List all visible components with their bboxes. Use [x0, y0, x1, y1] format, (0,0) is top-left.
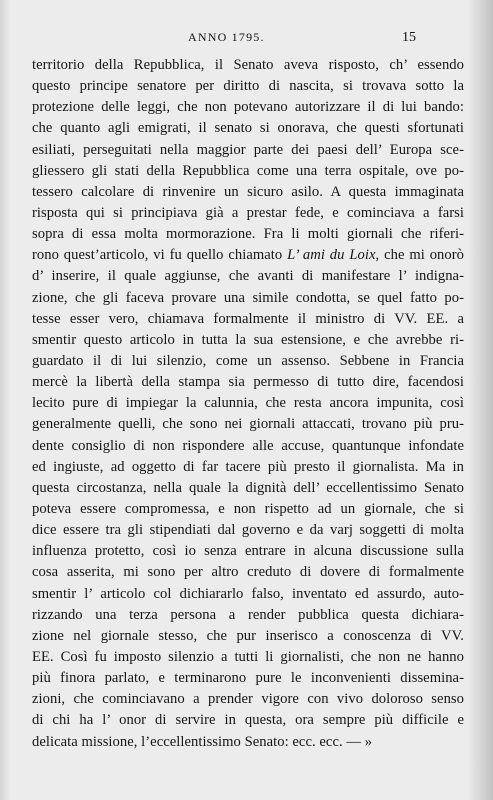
text-line: smentir l’ articolo col dichiararlo falso, inventato ed assurdo, auto-	[32, 585, 464, 602]
text-line: generalmente quelli, che sono nei giornali attaccati, trovano più pru-	[32, 416, 464, 433]
body-text	[32, 55, 464, 753]
text-line-with-italic	[32, 245, 464, 266]
text-line: zione nel giornale stesso, che pur inserisco a conoscenza di VV.	[32, 627, 464, 644]
text-line: guardato il di lui silenzio, come un assenso. Sebbene in Francia	[32, 352, 464, 369]
text-line: più finora parlato, e terminarono pure le inconvenienti dissemina-	[32, 670, 464, 687]
text-line: rizzando una terza persona a render pubblica questa dichiara-	[32, 606, 464, 623]
text-line: tesse esser vero, chiamava formalmente il ministro di VV. EE. a	[32, 310, 464, 327]
text-segment: rono quest’articolo, vi fu quello chiamato	[32, 247, 288, 264]
text-line: zione, che gli faceva provare una simile condotta, se quel fatto po-	[32, 289, 464, 306]
text-line: protezione delle leggi, che non potevano autorizzare il di lui bando:	[32, 99, 464, 116]
text-line: questo principe senatore per diritto di nascita, si trovava sotto la	[32, 78, 464, 95]
page-edge-shadow-left	[0, 0, 10, 800]
text-line: risposta qui si principiava già a prestar fede, e cominciava a farsi	[32, 204, 464, 221]
text-line: cosa asserita, mi sono per altro creduto di dovere di formalmente	[32, 564, 464, 581]
text-line-last: delicata missione, l’eccellentissimo Senato: ecc. ecc. — »	[32, 733, 373, 750]
text-line: esiliati, perseguitati nella maggior parte dei paesi dell’ Europa sce-	[32, 141, 464, 158]
text-line: poteva essere compromessa, e non rispetto ad un giornale, che si	[32, 500, 464, 517]
running-head: ANNO 1795.	[188, 30, 265, 44]
text-line: d’ inserire, il quale aggiunse, che avanti di manifestare l’ indigna-	[32, 268, 464, 285]
page-edge-shadow-right	[467, 0, 493, 800]
text-line: gliessero gli stati della Repubblica come una terra ospitale, ove po-	[32, 162, 464, 179]
text-line: territorio della Repubblica, il Senato aveva risposto, ch’ essendo	[32, 57, 464, 73]
text-segment: , che mi onorò	[375, 247, 464, 264]
text-line: tessero calcolare di rinvenire un sicuro asilo. A questa immaginata	[32, 183, 464, 200]
text-line: dice essere tra gli stipendiati dal governo e da varj soggetti di molta	[32, 522, 464, 539]
text-line: zioni, che cominciavano a prender vigore con vivo doloroso senso	[32, 691, 464, 708]
text-line: dente consiglio di non rispondere alle accuse, quantunque infondate	[32, 437, 464, 454]
text-line: influenza protetto, così io senza entrare in alcuna discussione sulla	[32, 543, 464, 560]
text-line: questa circostanza, nella quale la dignità dell’ eccellentissimo Senato	[32, 479, 464, 496]
text-line: mercè la libertà della stampa sia permesso di tutto dire, facendosi	[32, 374, 464, 391]
page-number: 15	[402, 30, 416, 45]
page-header	[0, 30, 493, 50]
text-line: lecito pure di impiegar la calunnia, che resta ancora impunita, così	[32, 395, 464, 412]
italic-title: L’ ami du Loix	[287, 247, 376, 264]
text-line: che quanto agli emigrati, il senato si onorava, che questi sfortunati	[32, 120, 464, 137]
text-line: smentir questo articolo in tutta la sua estensione, e che avrebbe ri-	[32, 331, 464, 348]
text-line: sopra di essa molta mormorazione. Fra li molti giornali che riferi-	[32, 226, 464, 243]
text-line: di chi ha l’ onor di servire in questa, ora sempre più difficile e	[32, 712, 464, 729]
text-line: EE. Così fu imposto silenzio a tutti li giornalisti, che non ne hanno	[32, 648, 464, 665]
text-line: ed ingiuste, ad oggetto di far tacere più presto il giornalista. Ma in	[32, 458, 464, 475]
